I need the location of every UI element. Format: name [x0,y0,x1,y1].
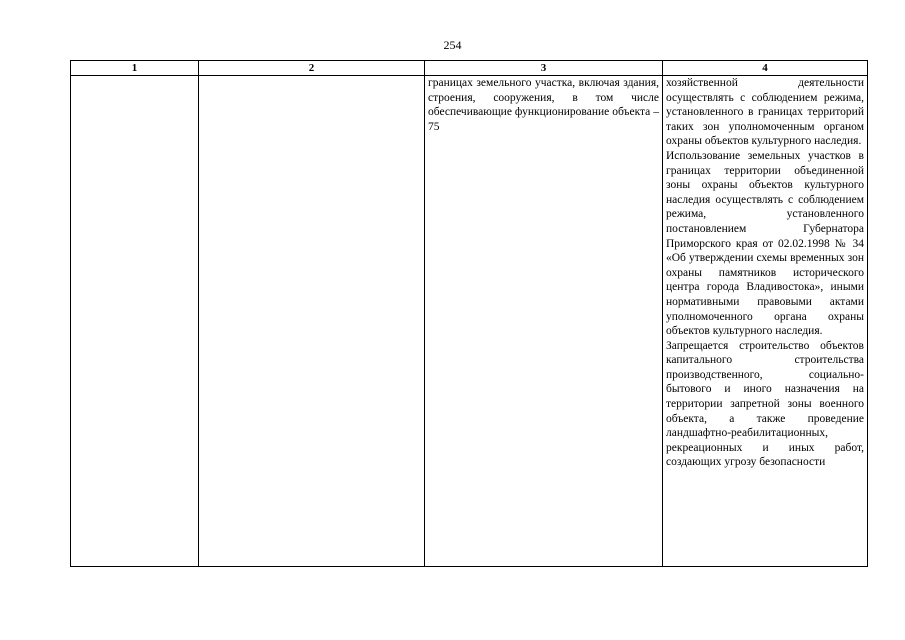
cell-col2 [199,76,425,567]
page-number: 254 [443,38,462,52]
col4-paragraph-1: хозяйственной деятельности осуществлять с соблюдением режима, установленного в границах территорий таких зон уполномоченным органом охраны объектов культурного наследия. [666,77,864,148]
col4-paragraph-2: Использование земельных участков в границах территории объединенной зоны охраны объектов культурного наследия осуществлять с соблюдением режима, установленного постановлением Губернатора Приморского края от 02.02.1998 № 34 «Об утверждении схемы временных зон охраны памятников исторического центра города Владивостока», иными нормативными правовыми актами уполномоченного органа охраны объектов культурного наследия. [666,149,864,338]
cell-col3: границах земельного участка, включая здания, строения, сооружения, в том числе обеспечивающие функционирование объекта – 75 [425,76,663,567]
table-header-row [71,61,868,76]
column-header-2: 2 [199,61,425,76]
column-header-4: 4 [663,61,868,76]
col4-paragraph-3: Запрещается строительство объектов капитального строительства производственного, социально-бытового и иного назначения на территории запретной зоны военного объекта, а также проведение ландшафтно-реабилитационных, рекреационных и иных работ, создающих угрозу безопасности [666,339,864,469]
cell-col1 [71,76,199,567]
document-table [70,60,868,567]
column-header-3: 3 [425,61,663,76]
column-header-1: 1 [71,61,199,76]
table-row [71,76,868,567]
cell-col4 [663,76,868,567]
